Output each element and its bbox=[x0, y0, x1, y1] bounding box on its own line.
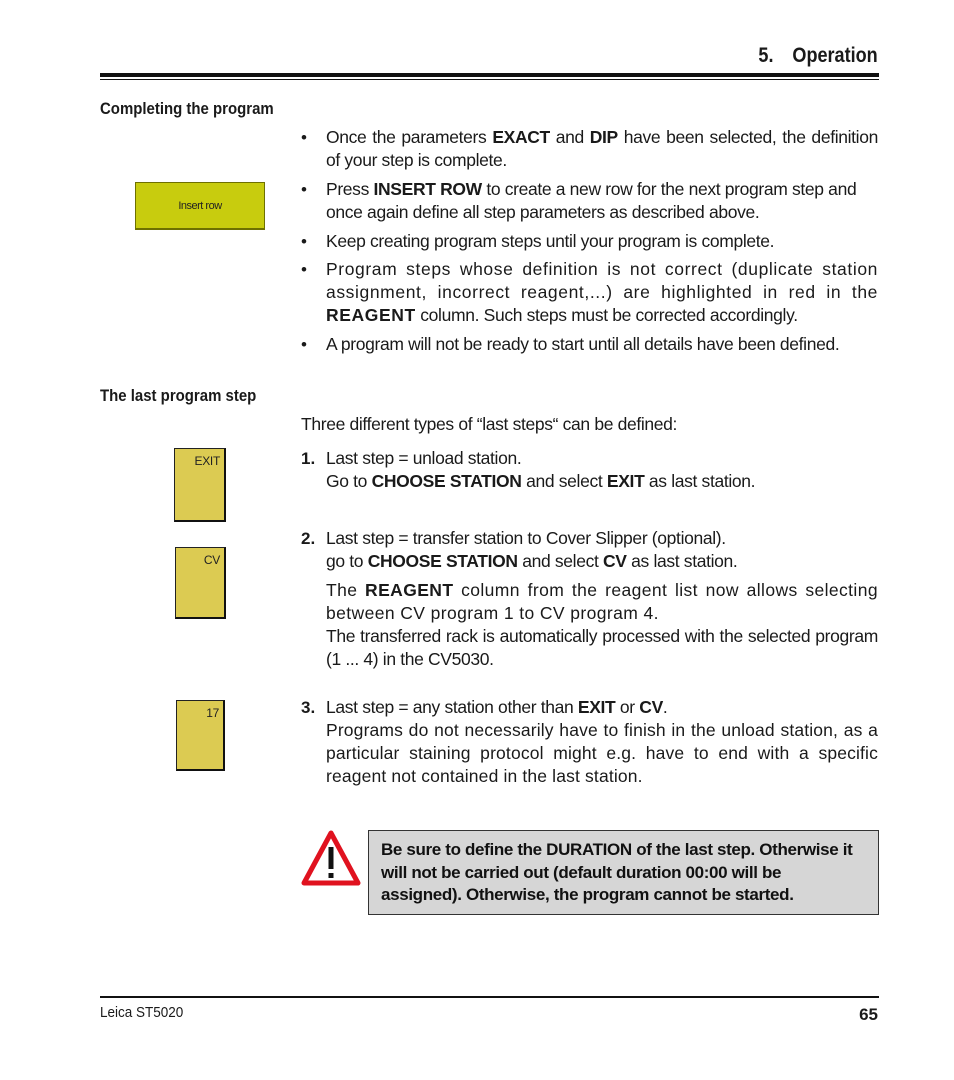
bullet-dot: • bbox=[301, 128, 307, 147]
chapter-title: Operation bbox=[792, 44, 878, 67]
list-item-1: Last step = unload station. Go to CHOOSE STATION and select EXIT as last station. bbox=[326, 448, 756, 491]
bullet-text: Press INSERT ROW to create a new row for the next program step and once again define all step parameters as described above. bbox=[326, 179, 857, 222]
list-number: 2. bbox=[301, 529, 316, 548]
bullet-text: A program will not be ready to start until all details have been defined. bbox=[326, 334, 840, 354]
bullet-dot: • bbox=[301, 335, 307, 354]
page-number: 65 bbox=[859, 1005, 878, 1024]
list-item-2: Last step = transfer station to Cover Slipper (optional). go to CHOOSE STATION and select CV as last station. The REAGENT column from the reagent list now allows selecting between CV program 1 to CV program 4. The transferred rack is automatically processed with the selected program (1 ... 4) in the CV5030. bbox=[326, 528, 878, 669]
bullet-dot: • bbox=[301, 260, 307, 279]
bullet-text: Program steps whose definition is not correct (duplicate station assignment, incorrect reagent,...) are highlighted in red in the REAGENT column. Such steps must be corrected accordingly. bbox=[326, 259, 878, 325]
footer-product: Leica ST5020 bbox=[100, 1004, 184, 1021]
bullet-text: Once the parameters EXACT and DIP have been selected, the definition of your step is complete. bbox=[326, 127, 878, 170]
footer-rule bbox=[100, 996, 879, 998]
station-exit-label: EXIT bbox=[194, 454, 220, 468]
list-number: 1. bbox=[301, 449, 316, 468]
section-heading-completing: Completing the program bbox=[100, 99, 274, 118]
last-step-intro: Three different types of “last steps“ can be defined: bbox=[301, 414, 678, 434]
page-header bbox=[759, 44, 878, 68]
station-cv-label: CV bbox=[203, 553, 220, 567]
chapter-number: 5. bbox=[758, 44, 774, 67]
list-item-3: Last step = any station other than EXIT or CV. Programs do not necessarily have to finish in the unload station, as a particular staining protocol might e.g. have to end with a specific reagent not contained in the last station. bbox=[326, 697, 878, 786]
list-number: 3. bbox=[301, 698, 316, 717]
bullet-dot: • bbox=[301, 232, 307, 251]
header-rule-thin bbox=[100, 79, 879, 80]
bullet-dot: • bbox=[301, 180, 307, 199]
insert-row-button[interactable]: Insert row bbox=[135, 182, 265, 230]
section-heading-last-step: The last program step bbox=[100, 386, 257, 405]
warning-triangle-icon bbox=[301, 830, 361, 886]
station-17-button[interactable] bbox=[176, 700, 225, 771]
header-rule-thick bbox=[100, 73, 879, 77]
station-cv-button[interactable] bbox=[175, 547, 226, 619]
warning-box: Be sure to define the DURATION of the last step. Otherwise it will not be carried out (default duration 00:00 will be assigned). Otherwise, the program cannot be started. bbox=[368, 830, 879, 915]
station-17-label: 17 bbox=[206, 706, 219, 720]
station-exit-button[interactable] bbox=[174, 448, 226, 522]
bullet-text: Keep creating program steps until your program is complete. bbox=[326, 231, 775, 251]
